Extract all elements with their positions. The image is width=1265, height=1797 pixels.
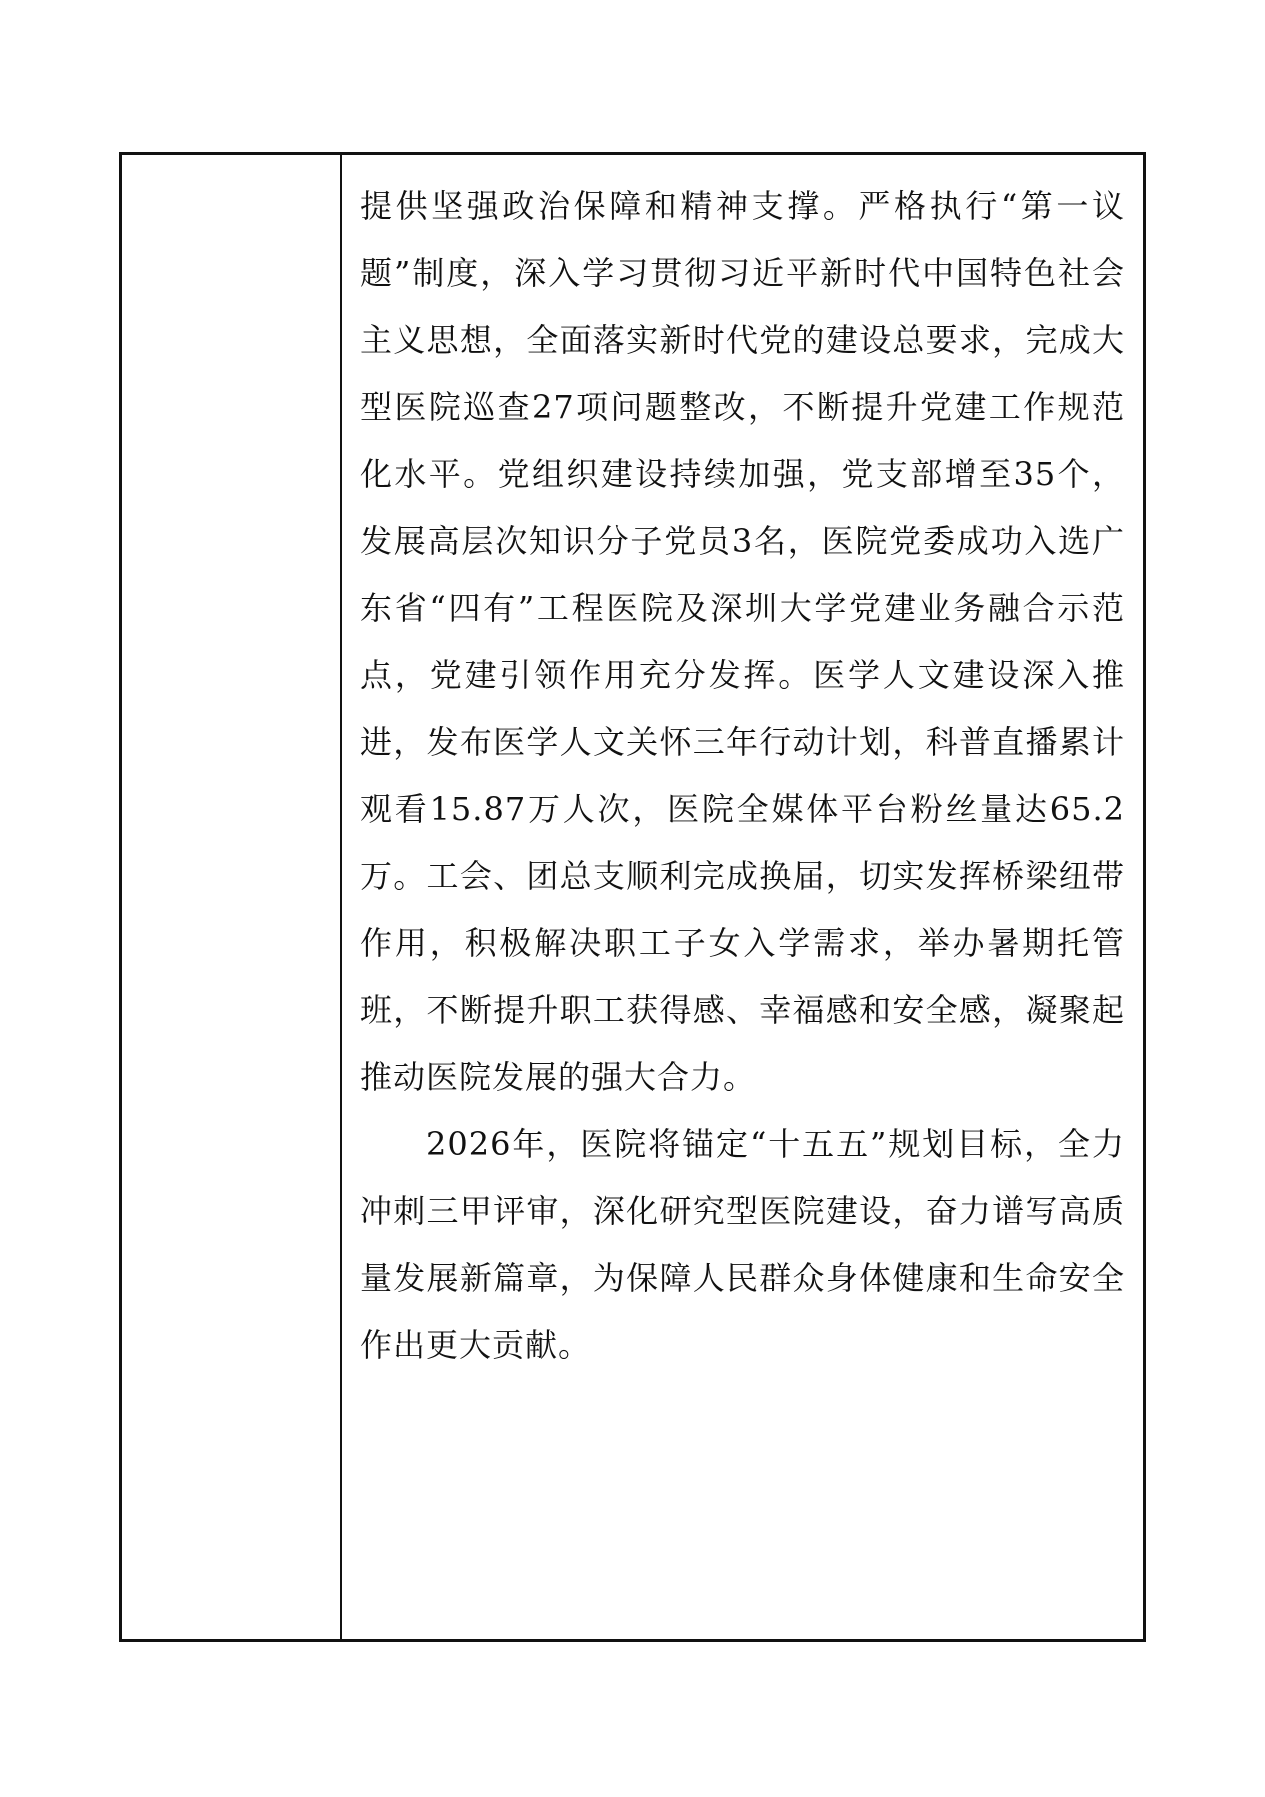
- body-paragraph-2: 2026年，医院将锚定“十五五”规划目标，全力冲刺三甲评审，深化研究型医院建设，奋力谱写高质量发展新篇章，为保障人民群众身体健康和生命安全作出更大贡献。: [360, 1125, 1125, 1364]
- form-table: [119, 152, 1146, 1642]
- table-content-cell: [342, 155, 1143, 1639]
- body-paragraph-1: 提供坚强政治保障和精神支撑。严格执行“第一议题”制度，深入学习贯彻习近平新时代中国特色社会主义思想，全面落实新时代党的建设总要求，完成大型医院巡查27项问题整改，不断提升党建工作规范化水平。党组织建设持续加强，党支部增至35个，发展高层次知识分子党员3名，医院党委成功入选广东省“四有”工程医院及深圳大学党建业务融合示范点，党建引领作用充分发挥。医学人文建设深入推进，发布医学人文关怀三年行动计划，科普直播累计观看15.87万人次，医院全媒体平台粉丝量达65.2万。工会、团总支顺利完成换届，切实发挥桥梁纽带作用，积极解决职工子女入学需求，举办暑期托管班，不断提升职工获得感、幸福感和安全感，凝聚起推动医院发展的强大合力。: [360, 187, 1125, 1096]
- table-label-cell: [122, 155, 342, 1639]
